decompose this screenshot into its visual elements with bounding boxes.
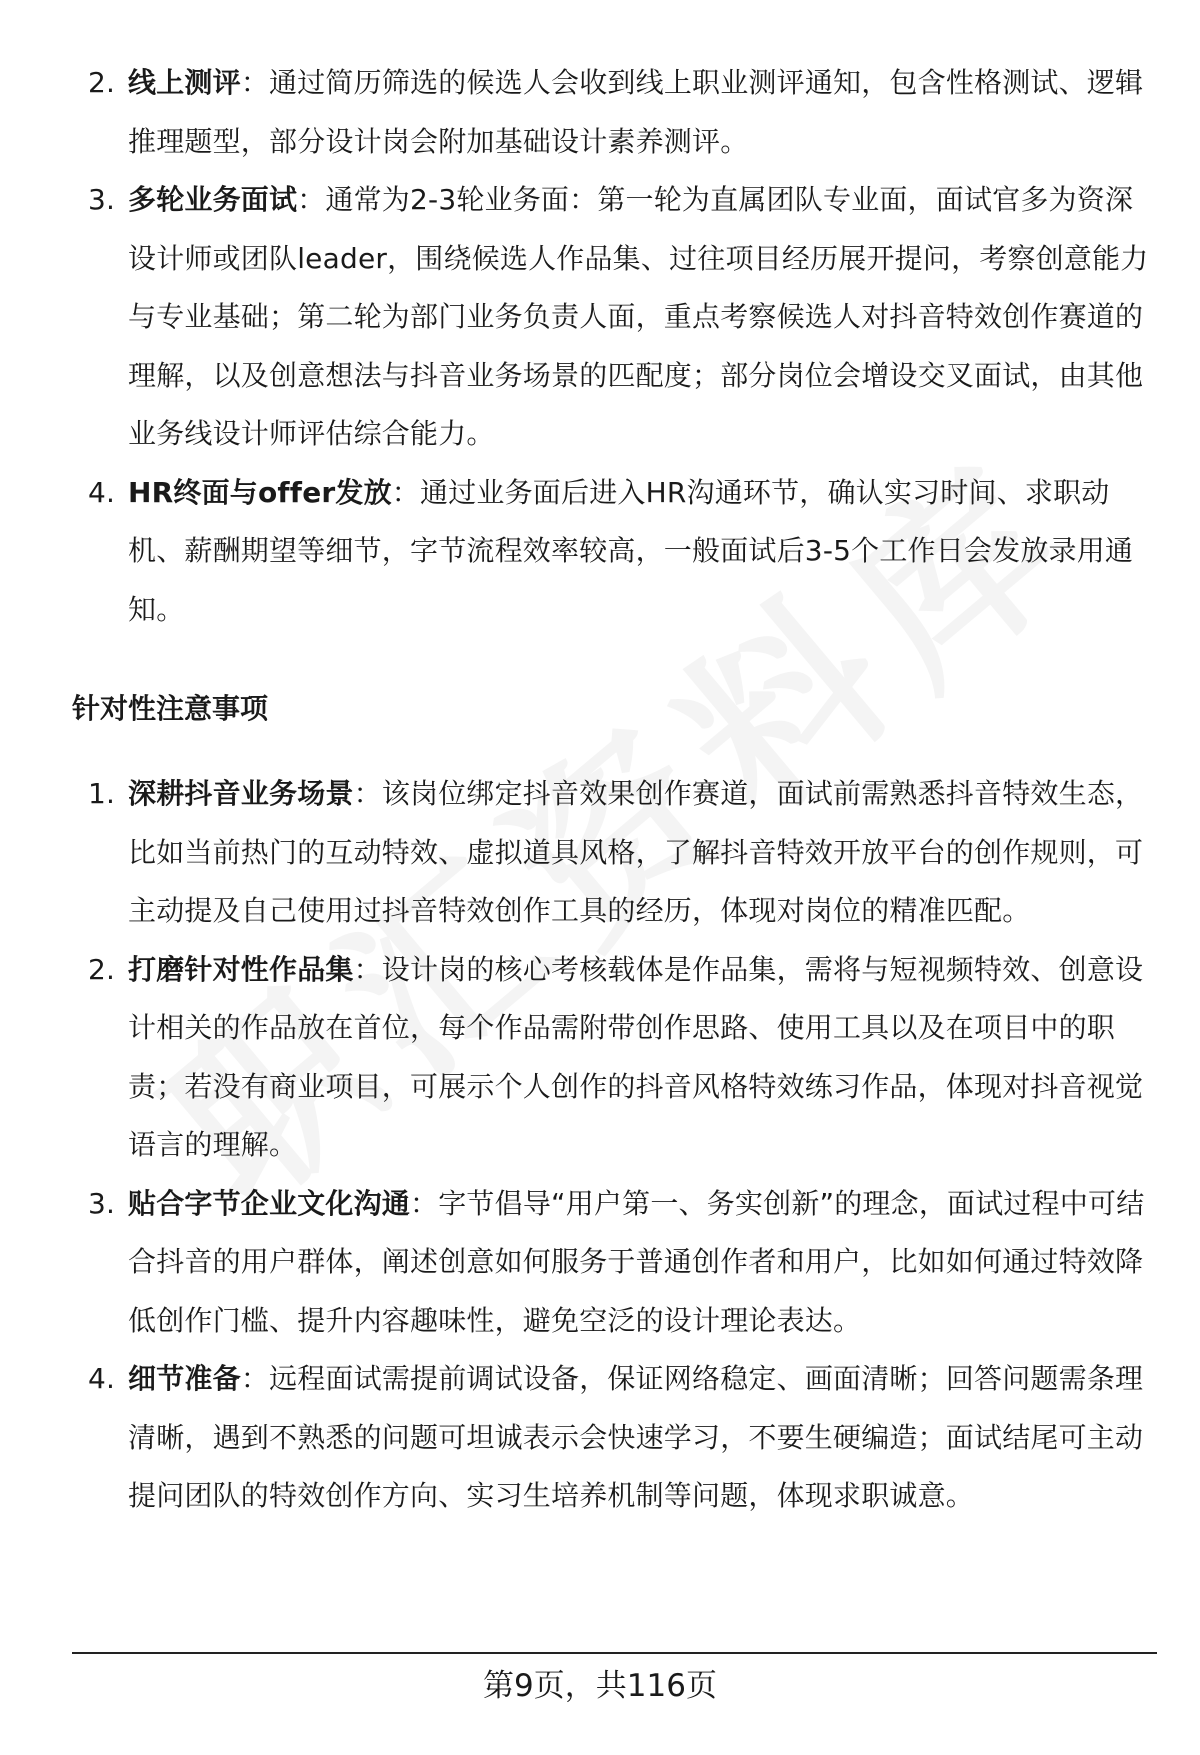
page-number: 第9页，共116页 (483, 1668, 717, 1704)
item-text: ：通过业务面后进入HR沟通环节，确认实习时间、求职动机、薪酬期望等细节，字节流程效率较高，一般面试后3-5个工作日会发放录用通知。 (128, 475, 1134, 626)
item-term: 深耕抖音业务场景 (128, 777, 354, 810)
item-term: HR终面与offer发放 (128, 475, 392, 509)
section-heading: 针对性注意事项 (72, 692, 269, 725)
item-term: 细节准备 (128, 1362, 241, 1395)
tips-list (80, 765, 1150, 1526)
item-number: 2. (88, 66, 116, 99)
item-number: 3. (88, 1186, 116, 1220)
item-term: 贴合字节企业文化沟通 (128, 1186, 411, 1220)
item-text: ：远程面试需提前调试设备，保证网络稳定、画面清晰；回答问题需条理清晰，遇到不熟悉的问题可坦诚表示会快速学习，不要生硬编造；面试结尾可主动提问团队的特效创作方向、实习生培养机制等问题，体现求职诚意。 (128, 1362, 1144, 1512)
item-number: 2. (88, 952, 116, 986)
list-item (80, 1175, 1150, 1351)
list-item (80, 765, 1150, 941)
item-text: ：字节倡导“用户第一、务实创新”的理念，面试过程中可结合抖音的用户群体，阐述创意如何服务于普通创作者和用户，比如如何通过特效降低创作门槛、提升内容趣味性，避免空泛的设计理论表达。 (128, 1186, 1145, 1337)
item-number: 3. (88, 183, 116, 216)
item-term: 线上测评 (128, 66, 241, 99)
footer-divider (72, 1652, 1157, 1654)
item-text: ：通常为2-3轮业务面：第一轮为直属团队专业面，面试官多为资深设计师或团队leader，围绕候选人作品集、过往项目经历展开提问，考察创意能力与专业基础；第二轮为部门业务负责人面，重点考察候选人对抖音特效创作赛道的理解，以及创意想法与抖音业务场景的匹配度；部分岗位会增设交叉面试，由其他业务线设计师评估综合能力。 (128, 183, 1149, 450)
list-item (80, 171, 1150, 464)
process-list (80, 54, 1150, 639)
list-item (80, 941, 1150, 1175)
item-term: 打磨针对性作品集 (128, 952, 354, 986)
item-number: 4. (88, 1362, 116, 1395)
item-text: ：通过简历筛选的候选人会收到线上职业测评通知，包含性格测试、逻辑推理题型，部分设计岗会附加基础设计素养测评。 (128, 66, 1144, 158)
item-number: 4. (88, 475, 116, 509)
list-item (80, 464, 1150, 640)
item-text: ：该岗位绑定抖音效果创作赛道，面试前需熟悉抖音特效生态，比如当前热门的互动特效、虚拟道具风格，了解抖音特效开放平台的创作规则，可主动提及自己使用过抖音特效创作工具的经历，体现对岗位的精准匹配。 (128, 777, 1144, 927)
list-item (80, 1350, 1150, 1526)
list-item (80, 54, 1150, 171)
item-term: 多轮业务面试 (128, 183, 298, 216)
item-text: ：设计岗的核心考核载体是作品集，需将与短视频特效、创意设计相关的作品放在首位，每个作品需附带创作思路、使用工具以及在项目中的职责；若没有商业项目，可展示个人创作的抖音风格特效练习作品，体现对抖音视觉语言的理解。 (128, 952, 1144, 1161)
item-number: 1. (88, 777, 116, 810)
